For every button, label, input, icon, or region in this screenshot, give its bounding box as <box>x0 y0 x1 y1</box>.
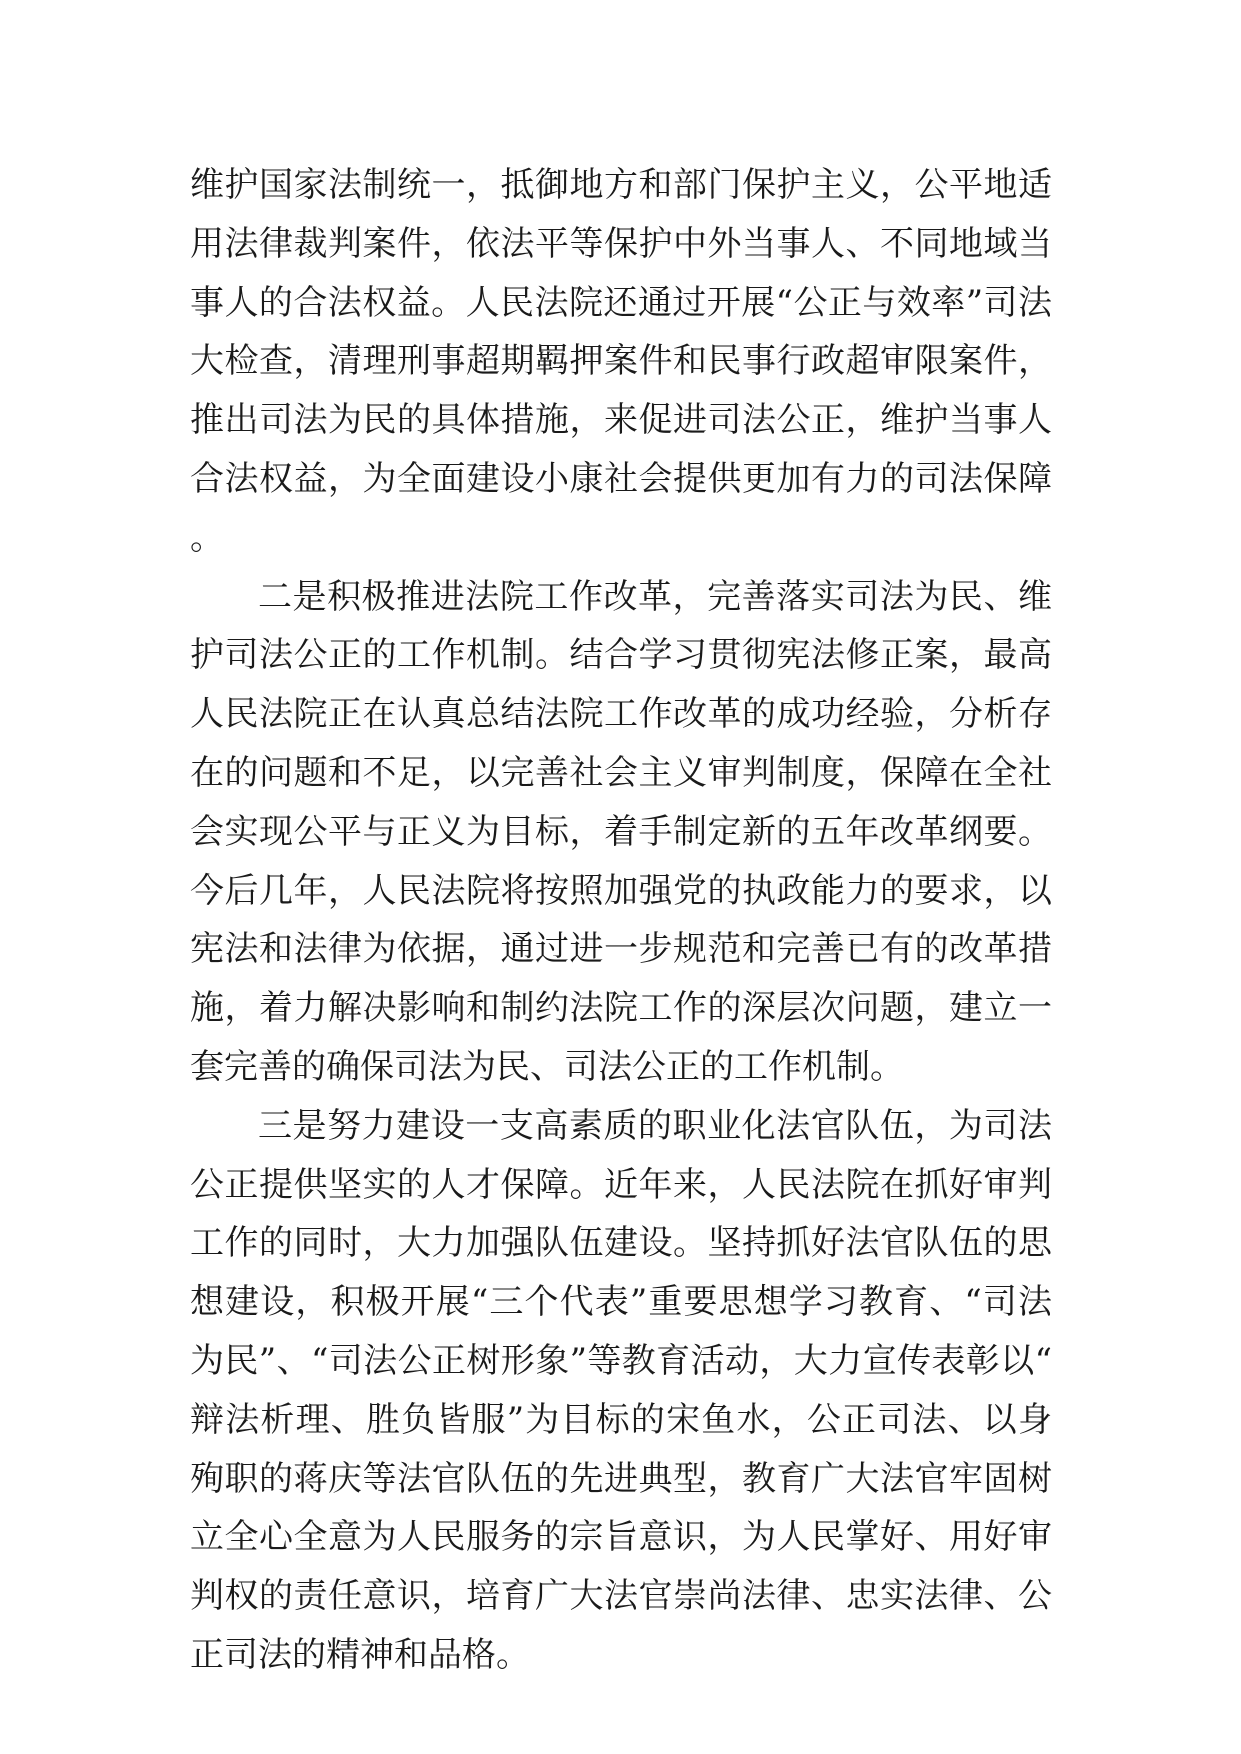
paragraph-continuation: 维护国家法制统一，抵御地方和部门保护主义，公平地适用法律裁判案件，依法平等保护中外当事人、不同地域当事人的合法权益。人民法院还通过开展“公正与效率”司法大检查，清理刑事超期羁押案件和民事行政超审限案件，推出司法为民的具体措施，来促进司法公正，维护当事人合法权益，为全面建设小康社会提供更加有力的司法保障。 <box>190 165 1052 558</box>
paragraph-point-two: 二是积极推进法院工作改革，完善落实司法为民、维护司法公正的工作机制。结合学习贯彻宪法修正案，最高人民法院正在认真总结法院工作改革的成功经验，分析存在的问题和不足，以完善社会主义审判制度，保障在全社会实现公平与正义为目标，着手制定新的五年改革纲要。今后几年，人民法院将按照加强党的执政能力的要求，以宪法和法律为依据，通过进一步规范和完善已有的改革措施，着力解决影响和制约法院工作的深层次问题，建立一套完善的确保司法为民、司法公正的工作机制。 <box>190 576 1052 1087</box>
document-body <box>190 156 1052 1685</box>
paragraph-point-three: 三是努力建设一支高素质的职业化法官队伍，为司法公正提供坚实的人才保障。近年来，人民法院在抓好审判工作的同时，大力加强队伍建设。坚持抓好法官队伍的思想建设，积极开展“三个代表”重要思想学习教育、“司法为民”、“司法公正树形象”等教育活动，大力宣传表彰以“辩法析理、胜负皆服”为目标的宋鱼水，公正司法、以身殉职的蒋庆等法官队伍的先进典型，教育广大法官牢固树立全心全意为人民服务的宗旨意识，为人民掌好、用好审判权的责任意识，培育广大法官崇尚法律、忠实法律、公正司法的精神和品格。 <box>190 1105 1052 1675</box>
